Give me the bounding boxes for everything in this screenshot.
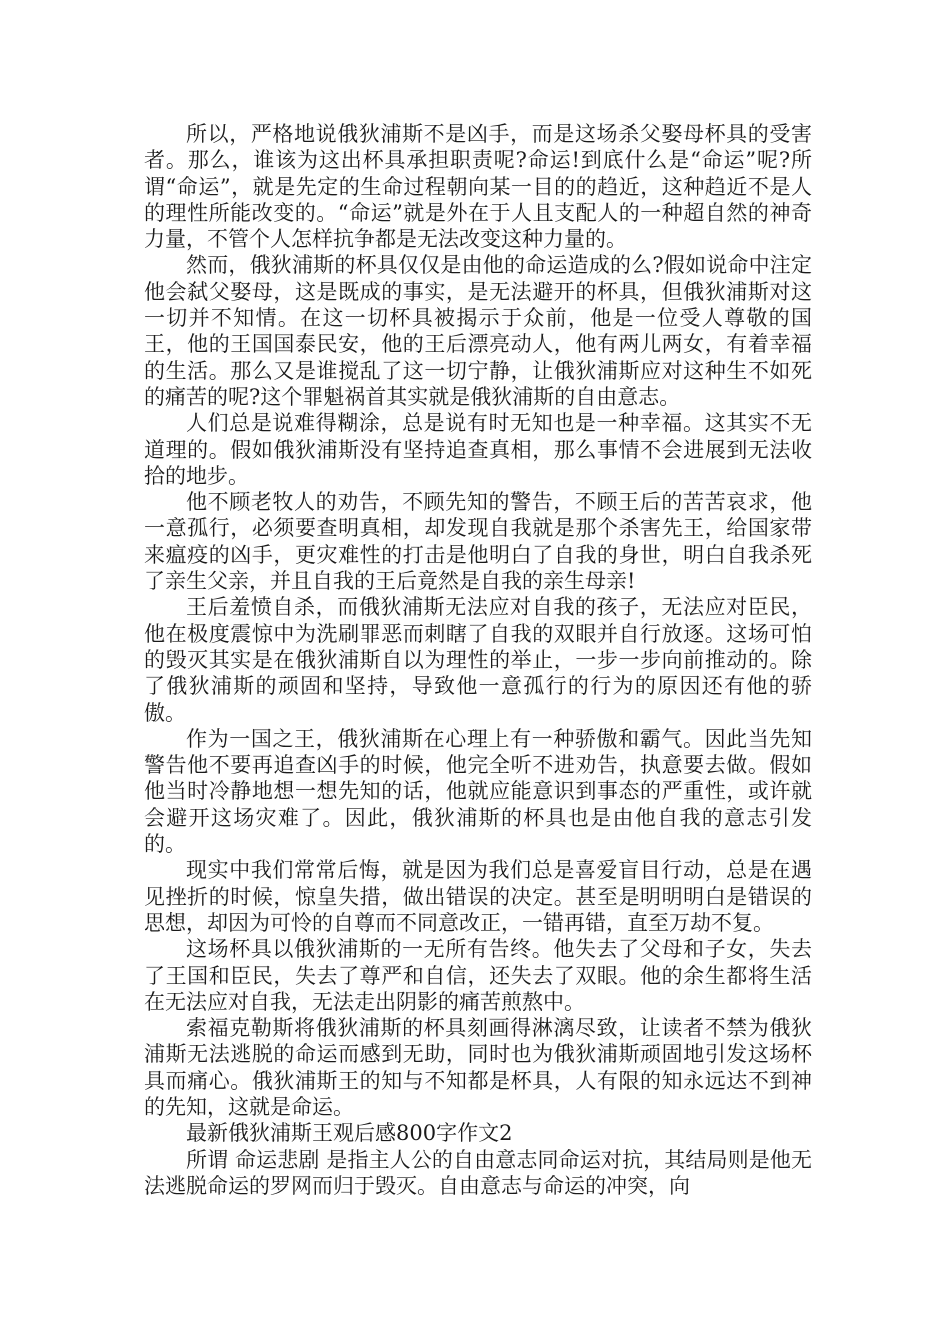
paragraph-3: 人们总是说难得糊涂，总是说有时无知也是一种幸福。这其实不无道理的。假如俄狄浦斯没有坚持追查真相，那么事情不会进展到无法收拾的地步。 bbox=[144, 411, 812, 488]
paragraph-1: 所以，严格地说俄狄浦斯不是凶手，而是这场杀父娶母杯具的受害者。那么，谁该为这出杯具承担职责呢?命运!到底什么是“命运”呢?所谓“命运”，就是先定的生命过程朝向某一目的的趋近，这种趋近不是人的理性所能改变的。“命运”就是外在于人且支配人的一种超自然的神奇力量，不管个人怎样抗争都是无法改变这种力量的。 bbox=[144, 122, 812, 252]
paragraph-2: 然而，俄狄浦斯的杯具仅仅是由他的命运造成的么?假如说命中注定他会弑父娶母，这是既成的事实，是无法避开的杯具，但俄狄浦斯对这一切并不知情。在这一切杯具被揭示于众前，他是一位受人尊敬的国王，他的王国国泰民安，他的王后漂亮动人，他有两儿两女，有着幸福的生活。那么又是谁搅乱了这一切宁静，让俄狄浦斯应对这种生不如死的痛苦的呢?这个罪魁祸首其实就是俄狄浦斯的自由意志。 bbox=[144, 253, 812, 409]
document-body bbox=[144, 121, 812, 1199]
paragraph-9: 索福克勒斯将俄狄浦斯的杯具刻画得淋漓尽致，让读者不禁为俄狄浦斯无法逃脱的命运而感到无助，同时也为俄狄浦斯顽固地引发这场杯具而痛心。俄狄浦斯王的知与不知都是杯具，人有限的知永远达不到神的先知，这就是命运。 bbox=[144, 1016, 812, 1119]
paragraph-7: 现实中我们常常后悔，就是因为我们总是喜爱盲目行动，总是在遇见挫折的时候，惊皇失措，做出错误的决定。甚至是明明明白是错误的思想，却因为可怜的自尊而不同意改正，一错再错，直至万劫不复。 bbox=[144, 858, 812, 935]
paragraph-5: 王后羞愤自杀，而俄狄浦斯无法应对自我的孩子，无法应对臣民，他在极度震惊中为洗刷罪恶而刺瞎了自我的双眼并自行放逐。这场可怕的毁灭其实是在俄狄浦斯自以为理性的举止，一步一步向前推动的。除了俄狄浦斯的顽固和坚持，导致他一意孤行的行为的原因还有他的骄傲。 bbox=[144, 595, 812, 725]
section-heading: 最新俄狄浦斯王观后感800字作文2 bbox=[186, 1121, 513, 1146]
paragraph-10: 所谓 命运悲剧 是指主人公的自由意志同命运对抗，其结局则是他无法逃脱命运的罗网而归于毁灭。自由意志与命运的冲突，向 bbox=[144, 1147, 812, 1198]
paragraph-8: 这场杯具以俄狄浦斯的一无所有告终。他失去了父母和子女，失去了王国和臣民，失去了尊严和自信，还失去了双眼。他的余生都将生活在无法应对自我，无法走出阴影的痛苦煎熬中。 bbox=[144, 937, 812, 1014]
paragraph-6: 作为一国之王，俄狄浦斯在心理上有一种骄傲和霸气。因此当先知警告他不要再追查凶手的时候，他完全听不进劝告，执意要去做。假如他当时冷静地想一想先知的话，他就应能意识到事态的严重性，或许就会避开这场灾难了。因此，俄狄浦斯的杯具也是由他自我的意志引发的。 bbox=[144, 726, 812, 857]
paragraph-4: 他不顾老牧人的劝告，不顾先知的警告，不顾王后的苦苦哀求，他一意孤行，必须要查明真相，却发现自我就是那个杀害先王，给国家带来瘟疫的凶手，更灾难性的打击是他明白了自我的身世，明白自我杀死了亲生父亲，并且自我的王后竟然是自我的亲生母亲! bbox=[144, 490, 812, 594]
